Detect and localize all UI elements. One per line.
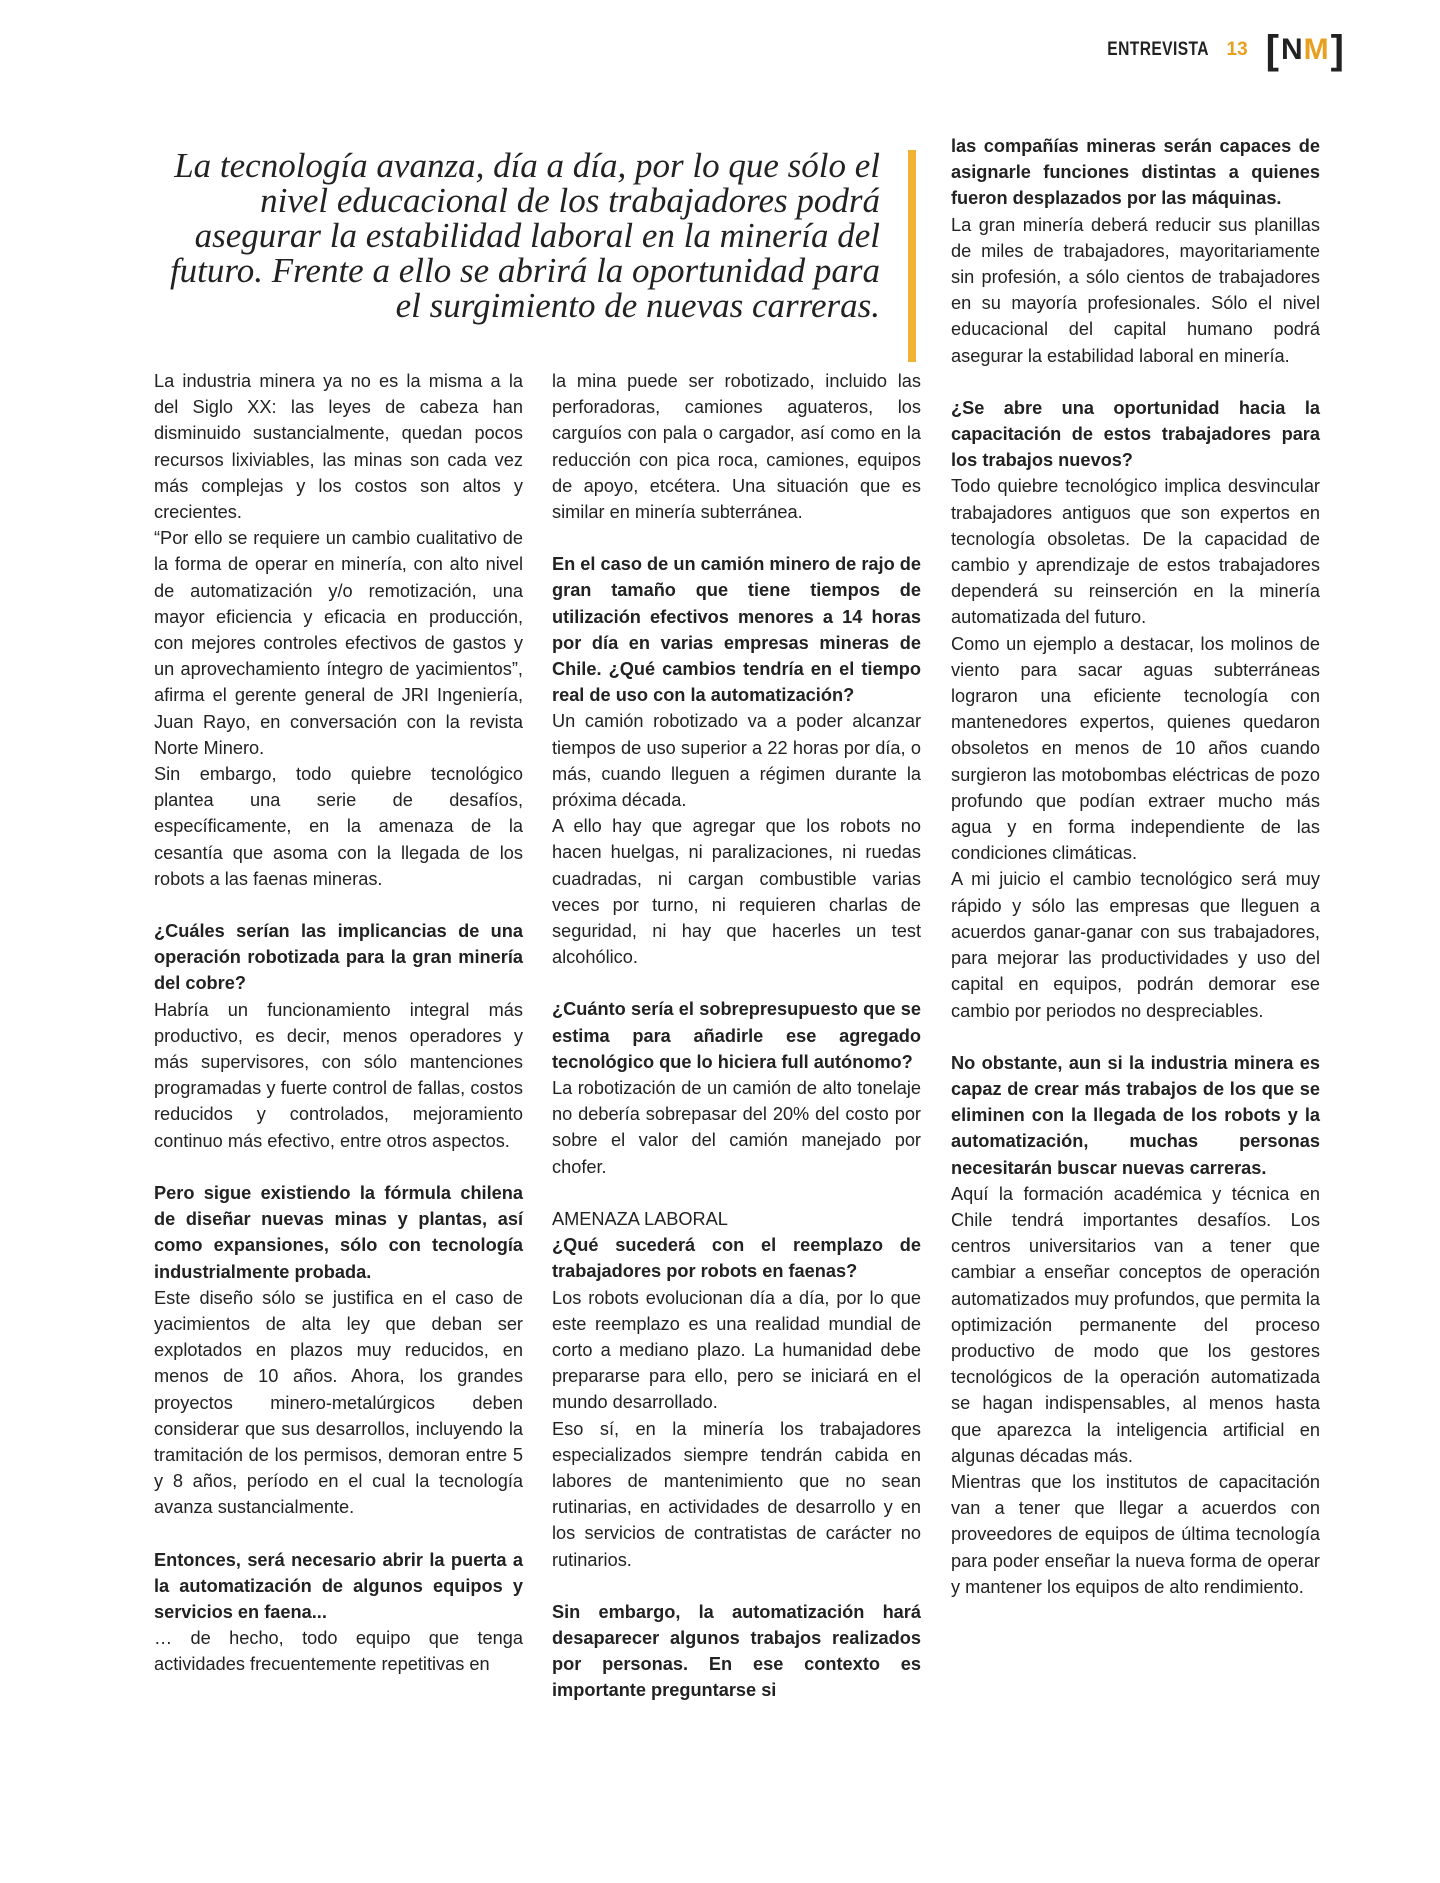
interview-question: las compañías mineras serán capaces de asignarle funciones distintas a quienes fueron desplazados por las máquinas. [951, 136, 1320, 209]
paragraph: A mi juicio el cambio tecnológico será muy rápido y sólo las empresas que lleguen a acuerdos ganar-ganar con sus trabajadores, para mejorar las productividades y uso del capital en equipos, podrán demorar ese cambio por periodos no despreciables. [951, 869, 1320, 1021]
pull-quote: La tecnología avanza, día a día, por lo que sólo el nivel educacional de los trabajadores podrá asegurar la estabilidad laboral en la minería del futuro. Frente a ello se abrirá la oportunidad para el surgimiento de nuevas carreras. [169, 146, 880, 325]
paragraph: Eso sí, en la minería los trabajadores especializados siempre tendrán cabida en labores de mantenimiento que no sean rutinarias, en actividades de desarrollo y en los servicios de contratistas de carácter no rutinarios. [552, 1418, 921, 1570]
paragraph: Sin embargo, todo quiebre tecnológico plantea una serie de desafíos, específicamente, en la amenaza de la cesantía que asoma con la llegada de los robots a las faenas mineras. [154, 764, 523, 889]
paragraph: la mina puede ser robotizado, incluido las perforadoras, camiones aguateros, los carguíos con pala o cargador, así como en la reducción con pica roca, camiones, equipos de apoyo, etcétera. Una situación que es similar en minería subterránea. [552, 371, 921, 523]
paragraph: “Por ello se requiere un cambio cualitativo de la forma de operar en minería, con alto nivel de automatización y/o remotización, una mayor eficiencia y eficacia en producción, con mejores controles efectivos de gastos y un aprovechamiento íntegro de yacimientos”, afirma el gerente general de JRI Ingeniería, Juan Rayo, en conversación con la revista Norte Minero. [154, 528, 523, 758]
paragraph: Todo quiebre tecnológico implica desvincular trabajadores antiguos que son expertos en tecnología obsoletas. De la capacidad de cambio y aprendizaje de estos trabajadores dependerá su reinserción en la minería automatizada del futuro. [951, 476, 1320, 628]
interview-question: En el caso de un camión minero de rajo de gran tamaño que tiene tiempos de utilización efectivos menores a 14 horas por día en varias empresas mineras de Chile. ¿Qué cambios tendría en el tiempo real de uso con la automatización? [552, 554, 921, 706]
paragraph: La robotización de un camión de alto tonelaje no debería sobrepasar del 20% del costo por sobre el valor del camión manejado por chofer. [552, 1078, 921, 1177]
interview-question: Entonces, será necesario abrir la puerta a la automatización de algunos equipos y servicios en faena... [154, 1549, 523, 1622]
paragraph: Mientras que los institutos de capacitación van a tener que llegar a acuerdos con proveedores de equipos de última tecnología para poder enseñar la nueva forma de operar y mantener los equipos de alto rendimiento. [951, 1471, 1320, 1597]
paragraph: La industria minera ya no es la misma a la del Siglo XX: las leyes de cabeza han disminuido sustancialmente, quedan pocos recursos lixiviables, las minas son cada vez más complejas y los costos son altos y crecientes. [154, 371, 523, 523]
article-column-1 [154, 368, 523, 1678]
page-number: 13 [1226, 39, 1248, 60]
paragraph: … de hecho, todo equipo que tenga actividades frecuentemente repetitivas en [154, 1628, 523, 1675]
paragraph: Como un ejemplo a destacar, los molinos de viento para sacar aguas subterráneas lograron una eficiente tecnología con mantenedores expertos, quienes quedaron obsoletos en menos de 10 años cuando surgieron las motobombas eléctricas de pozo profundo que podían extraer mucho más agua y en forma independiente de las condiciones climáticas. [951, 633, 1320, 864]
interview-question: Sin embargo, la automatización hará desaparecer algunos trabajos realizados por personas. En ese contexto es importante preguntarse si [552, 1601, 921, 1701]
paragraph: Un camión robotizado va a poder alcanzar tiempos de uso superior a 22 horas por día, o más, cuando lleguen a régimen durante la próxima década. [552, 711, 921, 811]
paragraph: Aquí la formación académica y técnica en Chile tendrá importantes desafíos. Los centros universitarios van a tener que cambiar a enseñar conceptos de operación automatizados muy profundos, que permita la optimización permanente del proceso productivo de modo que los gestores tecnológicos de la operación automatizada se hagan indispensables, al menos hasta que aparezca la inteligencia artificial en algunas décadas más. [951, 1183, 1321, 1466]
page-header [1085, 28, 1344, 72]
article-column-3 [951, 133, 1320, 1600]
interview-question: Pero sigue existiendo la fórmula chilena de diseñar nuevas minas y plantas, así como expansiones, sólo con tecnología industrialmente probada. [154, 1182, 523, 1282]
interview-question: No obstante, aun si la industria minera es capaz de crear más trabajos de los que se eliminen con la llegada de los robots y la automatización, muchas personas necesitarán buscar nuevas carreras. [951, 1052, 1320, 1178]
paragraph: A ello hay que agregar que los robots no hacen huelgas, ni paralizaciones, ni ruedas cuadradas, ni cargan combustible varias veces por turno, ni requieren charlas de seguridad, ni hay que hacerles un test alcohólico. [552, 816, 921, 968]
interview-question: ¿Se abre una oportunidad hacia la capacitación de estos trabajadores para los trabajos nuevos? [951, 397, 1320, 471]
article-column-2 [552, 368, 921, 1704]
interview-question: ¿Qué sucederá con el reemplazo de trabajadores por robots en faenas? [552, 1235, 921, 1282]
interview-question: ¿Cuánto sería el sobrepresupuesto que se estima para añadirle ese agregado tecnológico que lo hiciera full autónomo? [552, 999, 921, 1072]
magazine-logo: [ N M ] [1265, 28, 1344, 72]
interview-question: ¿Cuáles serían las implicancias de una operación robotizada para la gran minería del cobre? [154, 921, 523, 994]
section-heading: AMENAZA LABORAL [552, 1208, 728, 1229]
section-label: ENTREVISTA [1106, 39, 1209, 60]
paragraph: Habría un funcionamiento integral más productivo, es decir, menos operadores y más supervisores, con sólo mantenciones programadas y fuerte control de fallas, costos reducidos y controlados, mejoramiento continuo más efectivo, entre otros aspectos. [154, 999, 523, 1151]
paragraph: Este diseño sólo se justifica en el caso de yacimientos de alta ley que deban ser explotados en plazos muy reducidos, en menos de 10 años. Ahora, los grandes proyectos minero-metalúrgicos deben considerar que sus desarrollos, incluyendo la tramitación de los permisos, demoran entre 5 y 8 años, período en el cual la tecnología avanza sustancialmente. [154, 1287, 523, 1518]
paragraph: Los robots evolucionan día a día, por lo que este reemplazo es una realidad mundial de corto a mediano plazo. La humanidad debe prepararse para ello, pero se iniciará en el mundo desarrollado. [552, 1287, 921, 1413]
accent-bar [908, 150, 916, 362]
paragraph: La gran minería deberá reducir sus planillas de miles de trabajadores, mayoritariamente sin profesión, a sólo cientos de trabajadores en su mayoría profesionales. Sólo el nivel educacional del capital humano podrá asegurar la estabilidad laboral en minería. [951, 214, 1320, 366]
